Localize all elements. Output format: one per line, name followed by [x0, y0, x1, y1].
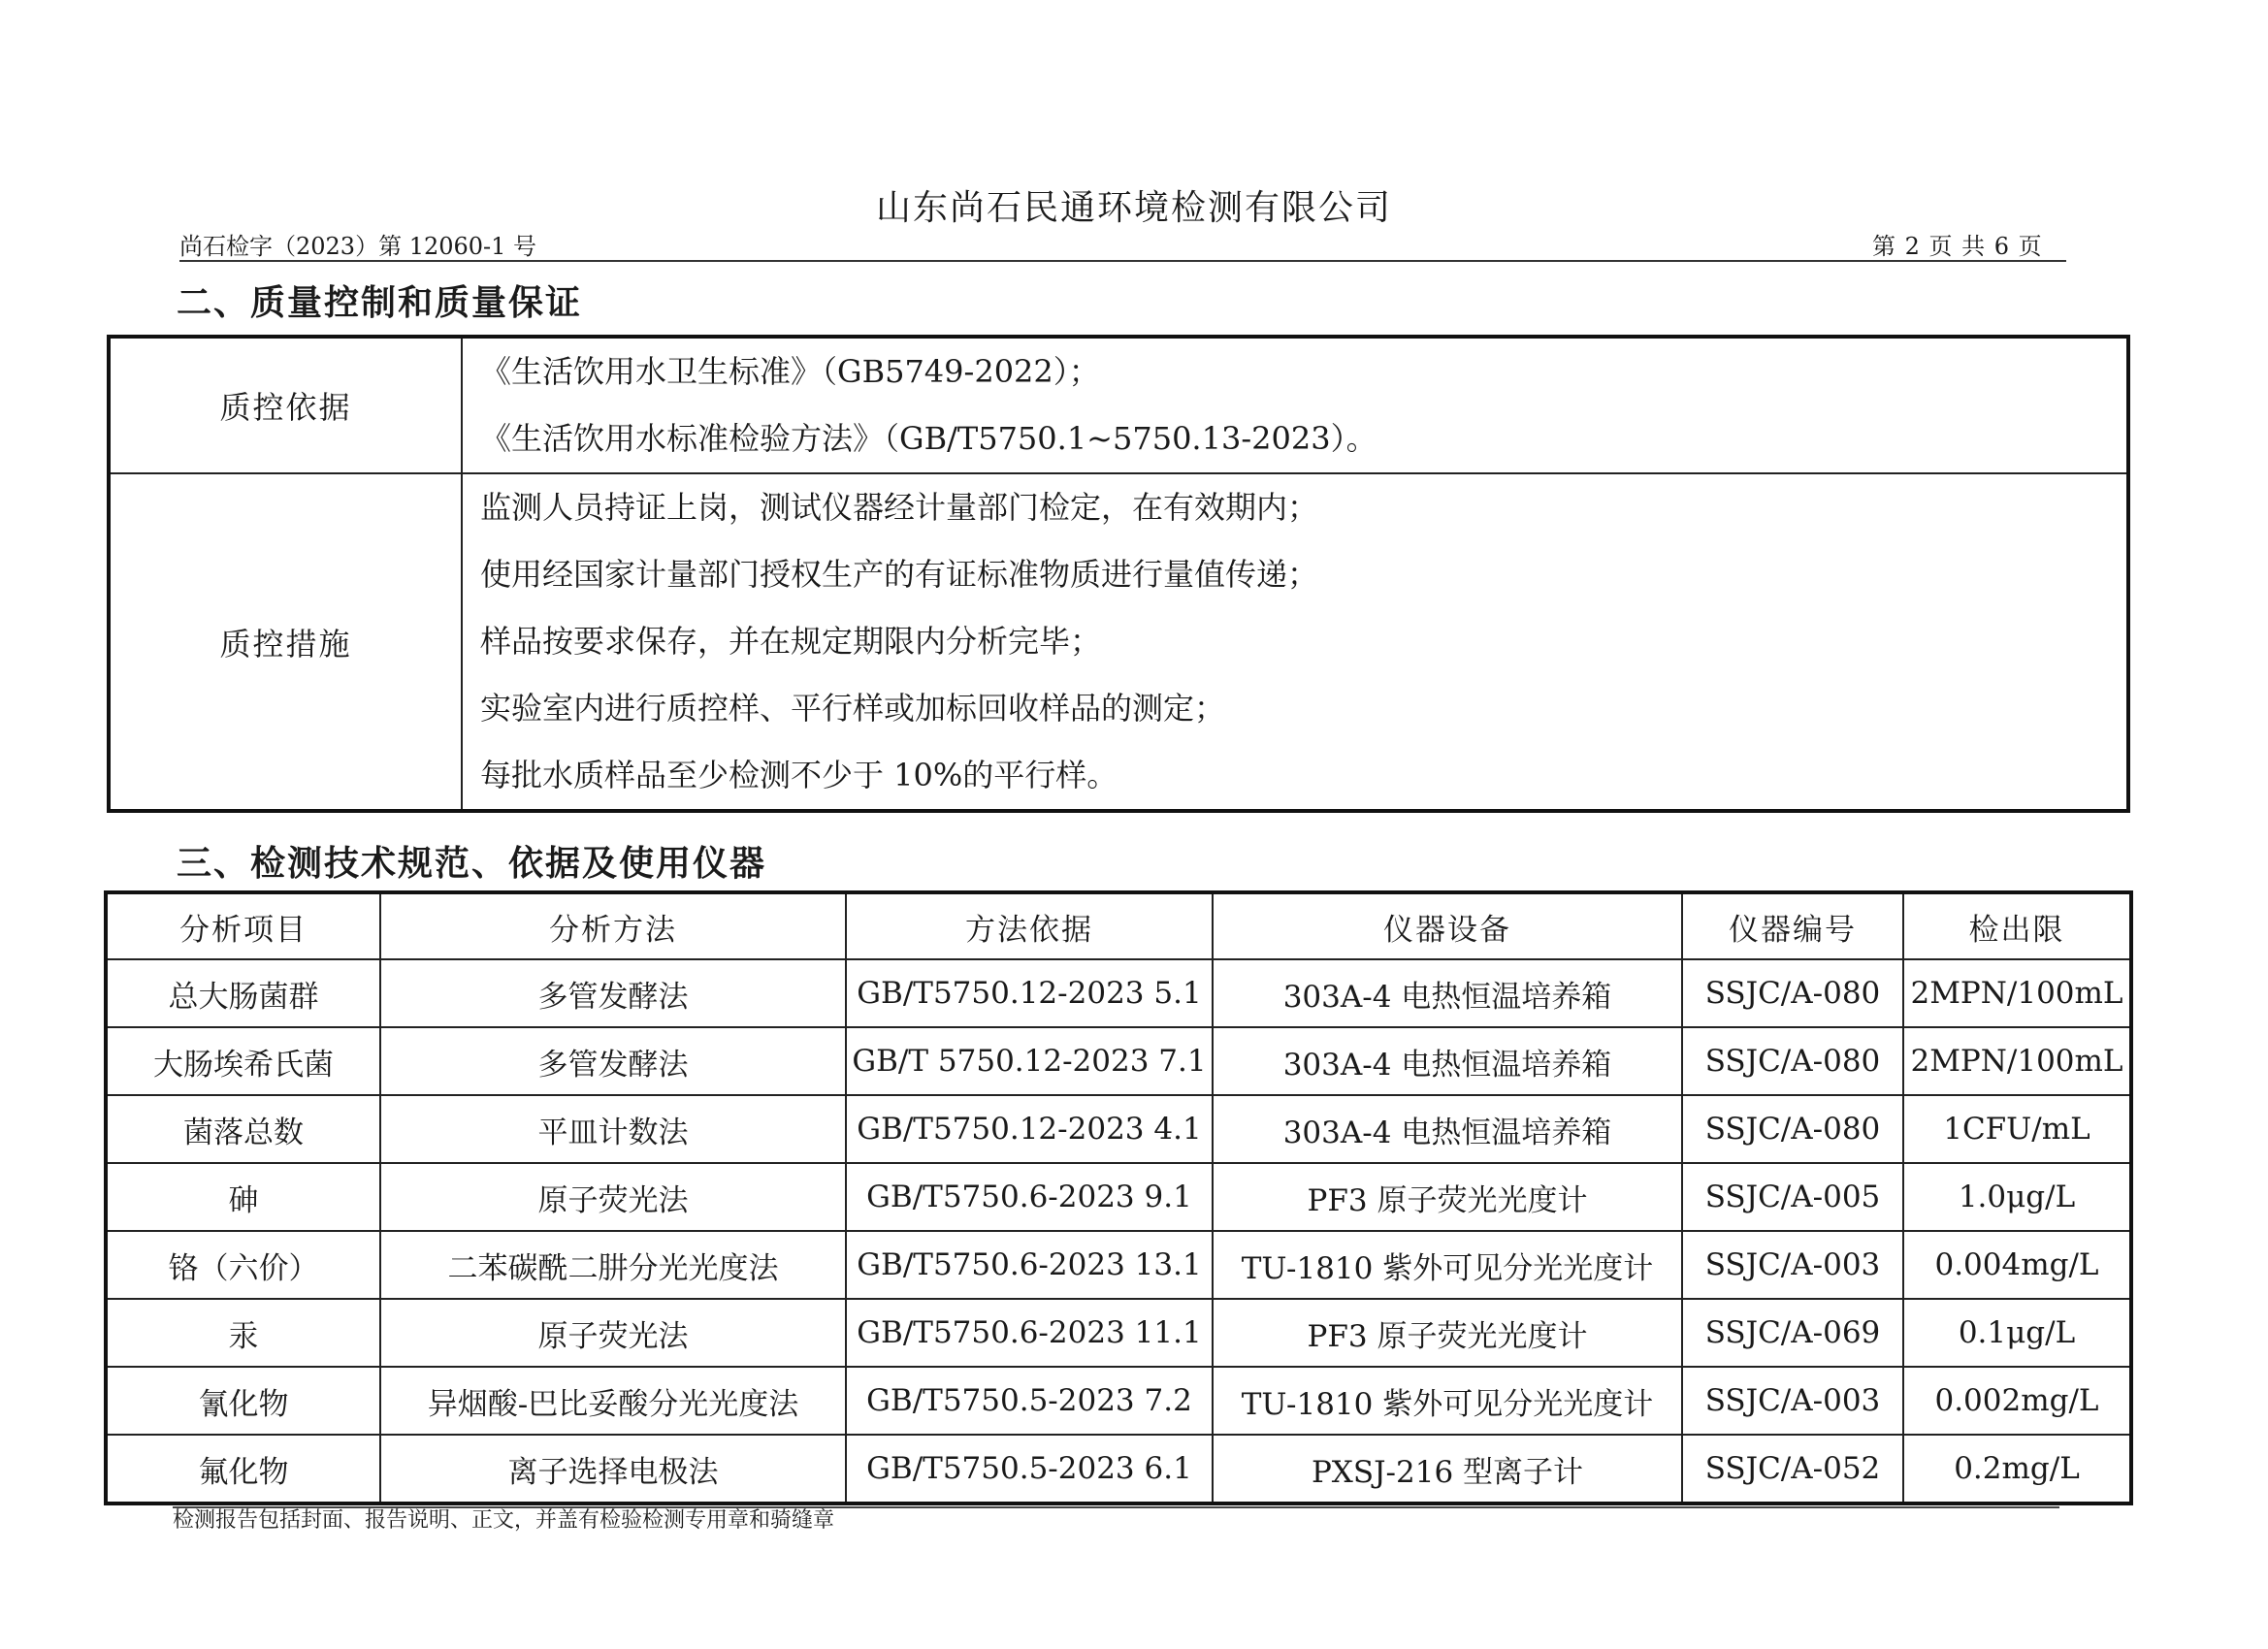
table-row	[106, 1299, 2131, 1367]
column-header: 分析项目	[106, 892, 380, 959]
cell-method: 原子荧光法	[380, 1299, 846, 1367]
cell-detection-limit: 0.2mg/L	[1903, 1435, 2131, 1504]
qc-content-basis	[462, 337, 2128, 473]
qc-row-basis	[109, 337, 2128, 473]
cell-item: 氟化物	[106, 1435, 380, 1504]
cell-standard: GB/T5750.6-2023 9.1	[846, 1163, 1213, 1231]
cell-instrument: TU-1810 紫外可见分光光度计	[1213, 1231, 1682, 1299]
qc-measure-line: 每批水质样品至少检测不少于 10%的平行样。	[480, 757, 1118, 793]
column-header: 检出限	[1903, 892, 2131, 959]
cell-instrument: PF3 原子荧光光度计	[1213, 1163, 1682, 1231]
cell-instrument-id: SSJC/A-080	[1682, 1027, 1903, 1095]
cell-method: 离子选择电极法	[380, 1435, 846, 1504]
cell-standard: GB/T 5750.12-2023 7.1	[846, 1027, 1213, 1095]
cell-instrument-id: SSJC/A-005	[1682, 1163, 1903, 1231]
report-number: 尚石检字（2023）第 12060-1 号	[179, 233, 537, 260]
section-title-test-methods: 三、检测技术规范、依据及使用仪器	[177, 843, 767, 884]
qc-measure-line: 监测人员持证上岗，测试仪器经计量部门检定，在有效期内；	[480, 489, 1319, 526]
qc-basis-line: 《生活饮用水卫生标准》（GB5749-2022）；	[480, 353, 1100, 390]
column-header: 仪器设备	[1213, 892, 1682, 959]
cell-detection-limit: 2MPN/100mL	[1903, 959, 2131, 1027]
cell-method: 二苯碳酰二肼分光光度法	[380, 1231, 846, 1299]
cell-standard: GB/T5750.5-2023 7.2	[846, 1367, 1213, 1435]
cell-detection-limit: 0.002mg/L	[1903, 1367, 2131, 1435]
table-header-row	[106, 892, 2131, 959]
cell-detection-limit: 1.0μg/L	[1903, 1163, 2131, 1231]
qc-measure-line: 样品按要求保存，并在规定期限内分析完毕；	[480, 623, 1102, 660]
cell-detection-limit: 0.004mg/L	[1903, 1231, 2131, 1299]
cell-instrument-id: SSJC/A-080	[1682, 959, 1903, 1027]
cell-item: 铬（六价）	[106, 1231, 380, 1299]
table-row	[106, 1435, 2131, 1504]
header-divider	[179, 260, 2066, 262]
cell-instrument-id: SSJC/A-003	[1682, 1231, 1903, 1299]
cell-item: 总大肠菌群	[106, 959, 380, 1027]
company-name: 山东尚石民通环境检测有限公司	[875, 188, 1392, 228]
cell-method: 异烟酸-巴比妥酸分光光度法	[380, 1367, 846, 1435]
cell-item: 菌落总数	[106, 1095, 380, 1163]
column-header: 仪器编号	[1682, 892, 1903, 959]
table-row	[106, 1231, 2131, 1299]
cell-detection-limit: 1CFU/mL	[1903, 1095, 2131, 1163]
cell-item: 大肠埃希氏菌	[106, 1027, 380, 1095]
qc-measure-line: 使用经国家计量部门授权生产的有证标准物质进行量值传递；	[480, 556, 1319, 593]
quality-control-table	[107, 335, 2130, 813]
cell-item: 汞	[106, 1299, 380, 1367]
page-number: 第 2 页 共 6 页	[1872, 233, 2043, 260]
column-header: 分析方法	[380, 892, 846, 959]
cell-standard: GB/T5750.5-2023 6.1	[846, 1435, 1213, 1504]
table-row	[106, 959, 2131, 1027]
cell-method: 多管发酵法	[380, 1027, 846, 1095]
table-row	[106, 1027, 2131, 1095]
cell-instrument: 303A-4 电热恒温培养箱	[1213, 959, 1682, 1027]
cell-item: 氰化物	[106, 1367, 380, 1435]
qc-row-measures	[109, 473, 2128, 811]
table-row	[106, 1163, 2131, 1231]
cell-instrument: TU-1810 紫外可见分光光度计	[1213, 1367, 1682, 1435]
cell-instrument: 303A-4 电热恒温培养箱	[1213, 1095, 1682, 1163]
cell-instrument: PXSJ-216 型离子计	[1213, 1435, 1682, 1504]
cell-detection-limit: 0.1μg/L	[1903, 1299, 2131, 1367]
column-header: 方法依据	[846, 892, 1213, 959]
cell-instrument-id: SSJC/A-080	[1682, 1095, 1903, 1163]
cell-instrument-id: SSJC/A-052	[1682, 1435, 1903, 1504]
cell-method: 多管发酵法	[380, 959, 846, 1027]
qc-label-basis: 质控依据	[109, 337, 462, 473]
cell-instrument: PF3 原子荧光光度计	[1213, 1299, 1682, 1367]
qc-label-measures: 质控措施	[109, 473, 462, 811]
cell-standard: GB/T5750.12-2023 4.1	[846, 1095, 1213, 1163]
cell-standard: GB/T5750.6-2023 13.1	[846, 1231, 1213, 1299]
qc-content-measures	[462, 473, 2128, 811]
cell-method: 原子荧光法	[380, 1163, 846, 1231]
test-methods-table	[104, 890, 2133, 1505]
qc-measure-line: 实验室内进行质控样、平行样或加标回收样品的测定；	[480, 690, 1226, 727]
cell-item: 砷	[106, 1163, 380, 1231]
footer-note: 检测报告包括封面、报告说明、正文，并盖有检验检测专用章和骑缝章	[173, 1508, 835, 1533]
cell-standard: GB/T5750.12-2023 5.1	[846, 959, 1213, 1027]
qc-basis-line: 《生活饮用水标准检验方法》（GB/T5750.1~5750.13-2023）。	[480, 420, 1377, 457]
section-title-quality-control: 二、质量控制和质量保证	[177, 282, 583, 323]
cell-instrument-id: SSJC/A-069	[1682, 1299, 1903, 1367]
cell-instrument: 303A-4 电热恒温培养箱	[1213, 1027, 1682, 1095]
cell-instrument-id: SSJC/A-003	[1682, 1367, 1903, 1435]
cell-detection-limit: 2MPN/100mL	[1903, 1027, 2131, 1095]
table-row	[106, 1367, 2131, 1435]
cell-method: 平皿计数法	[380, 1095, 846, 1163]
table-row	[106, 1095, 2131, 1163]
cell-standard: GB/T5750.6-2023 11.1	[846, 1299, 1213, 1367]
